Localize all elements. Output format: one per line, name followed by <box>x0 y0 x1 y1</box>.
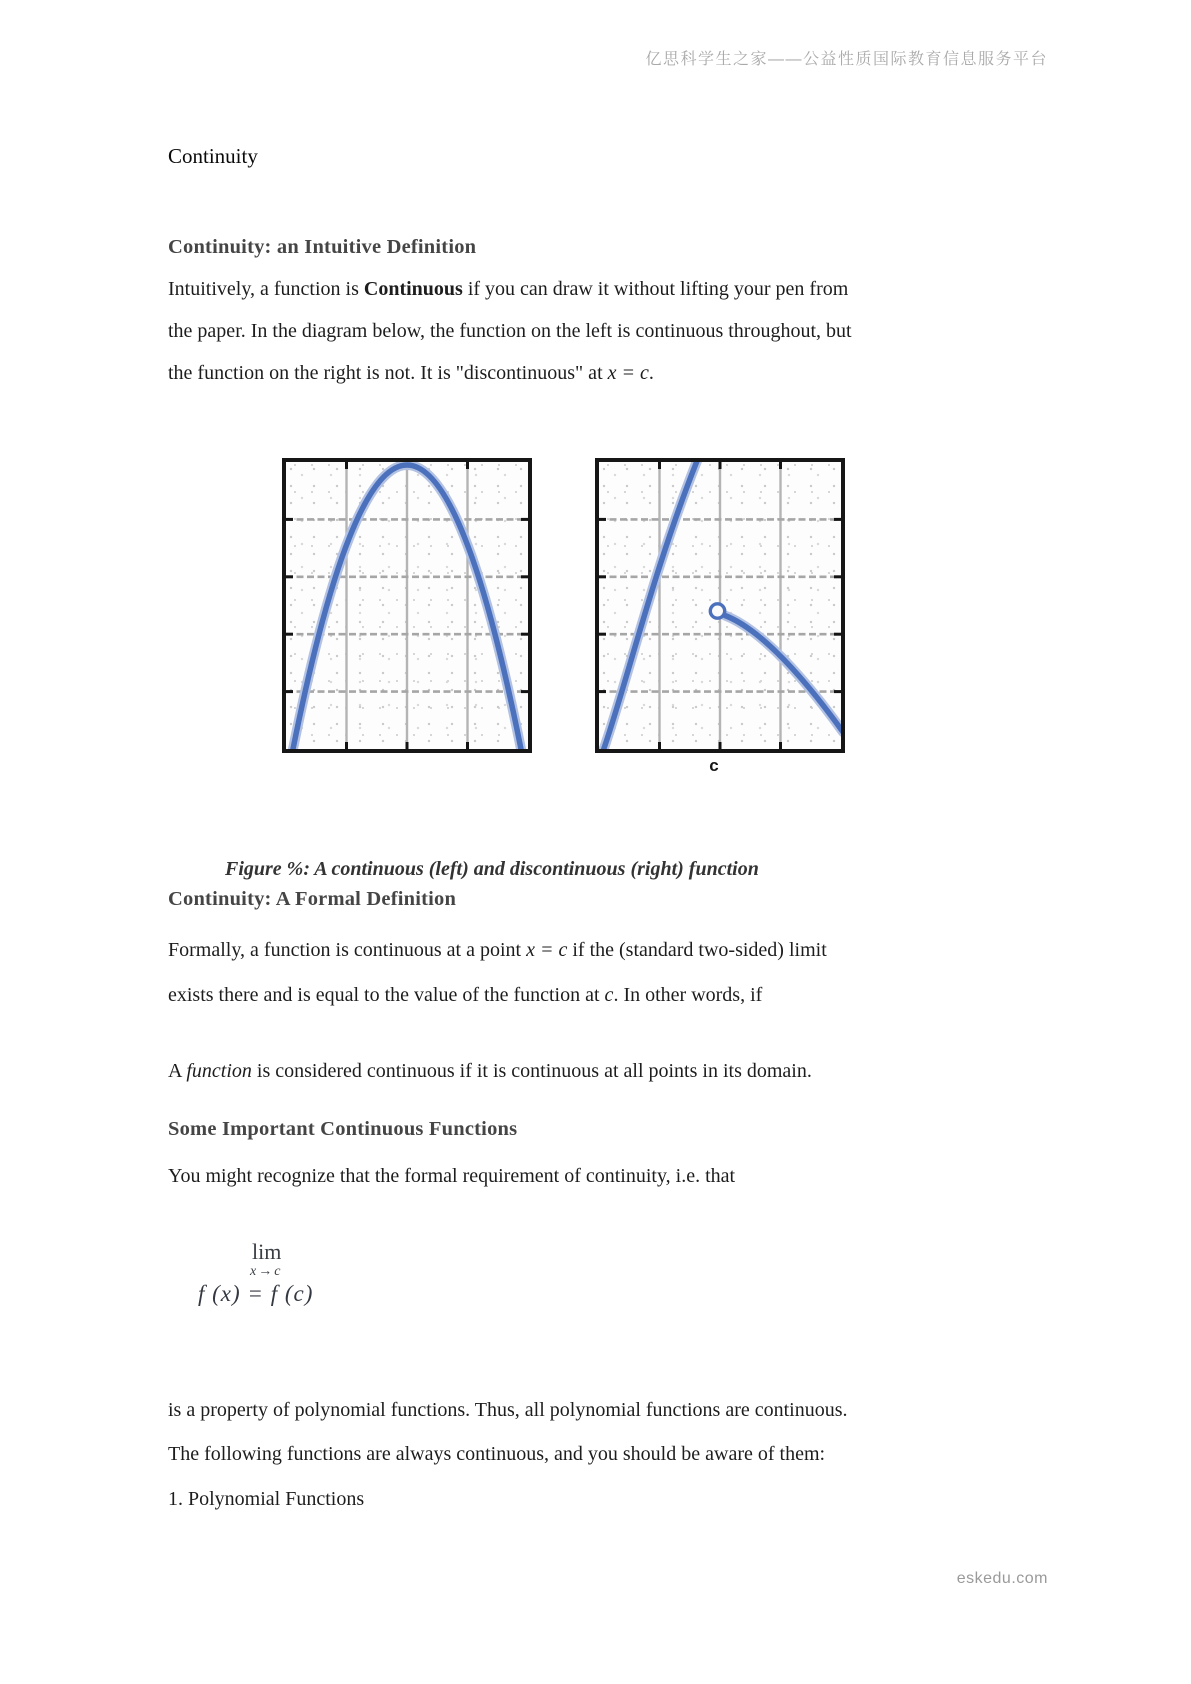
formula-expression: f (x) = f (c) <box>198 1281 314 1306</box>
text-line <box>168 1432 848 1476</box>
figure-caption: Figure %: A continuous (left) and discontinuous (right) function <box>225 858 759 880</box>
x-axis-label-c: c <box>709 756 719 775</box>
bold-continuous: Continuous <box>363 278 463 300</box>
text-run: 1. Polynomial Functions <box>168 1488 365 1510</box>
paragraph-domain <box>168 1050 812 1092</box>
formula-lim: lim <box>252 1239 282 1264</box>
site-header-banner: 亿思科学生之家——公益性质国际教育信息服务平台 <box>645 51 1048 68</box>
text-run: the function on the right is not. It is "discontinuous" at <box>168 362 608 384</box>
text-line <box>168 1155 735 1197</box>
graph-svg-discontinuous <box>599 462 841 749</box>
italic-x-equals-c: x = c <box>607 362 649 384</box>
text-run: is considered continuous if it is continuous at all points in its domain. <box>251 1060 812 1082</box>
text-line <box>168 352 852 394</box>
text-run: A <box>168 1060 187 1082</box>
text-run: Formally, a function is continuous at a point <box>168 939 527 961</box>
text-run: exists there and is equal to the value of the function at <box>168 984 605 1006</box>
paragraph-formal <box>168 928 827 1018</box>
section-heading-intuitive-definition: Continuity: an Intuitive Definition <box>168 236 477 258</box>
formula-limit-subscript: x→c <box>250 1264 283 1279</box>
text-line <box>168 928 827 973</box>
section-heading-formal-definition: Continuity: A Formal Definition <box>168 888 457 910</box>
text-run: Intuitively, a function is <box>168 278 364 300</box>
limit-formula <box>198 1240 358 1307</box>
paragraph-intuitive <box>168 268 852 394</box>
text-line <box>168 973 827 1018</box>
paragraph-polynomial <box>168 1388 848 1476</box>
graph-panel-continuous <box>282 458 532 753</box>
site-footer-url: eskedu.com <box>956 1570 1048 1587</box>
list-item-polynomial-functions <box>168 1478 364 1520</box>
paragraph-recognize <box>168 1155 735 1197</box>
text-run: . In other words, if <box>613 984 763 1006</box>
text-line <box>168 1478 364 1520</box>
italic-x-equals-c: x = c <box>526 939 568 961</box>
text-line <box>168 310 852 352</box>
text-run: The following functions are always continuous, and you should be aware of them: <box>168 1443 826 1465</box>
text-line <box>168 1388 848 1432</box>
graph-panel-discontinuous <box>595 458 845 753</box>
italic-c: c <box>604 984 614 1006</box>
text-run: You might recognize that the formal requirement of continuity, i.e. that <box>168 1165 736 1187</box>
text-run: if the (standard two-sided) limit <box>567 939 827 961</box>
graph-svg-continuous <box>286 462 528 749</box>
page-title: Continuity <box>168 144 258 168</box>
text-run: if you can draw it without lifting your pen from <box>462 278 849 300</box>
discontinuity-open-point <box>710 604 724 618</box>
text-run: the paper. In the diagram below, the function on the left is continuous throughout, but <box>168 320 852 342</box>
section-heading-important-functions: Some Important Continuous Functions <box>168 1118 518 1140</box>
text-line <box>168 268 852 310</box>
text-run: . <box>648 362 654 384</box>
italic-function: function <box>186 1060 252 1082</box>
text-run: is a property of polynomial functions. Thus, all polynomial functions are continuous. <box>168 1399 848 1421</box>
text-line <box>168 1050 812 1092</box>
